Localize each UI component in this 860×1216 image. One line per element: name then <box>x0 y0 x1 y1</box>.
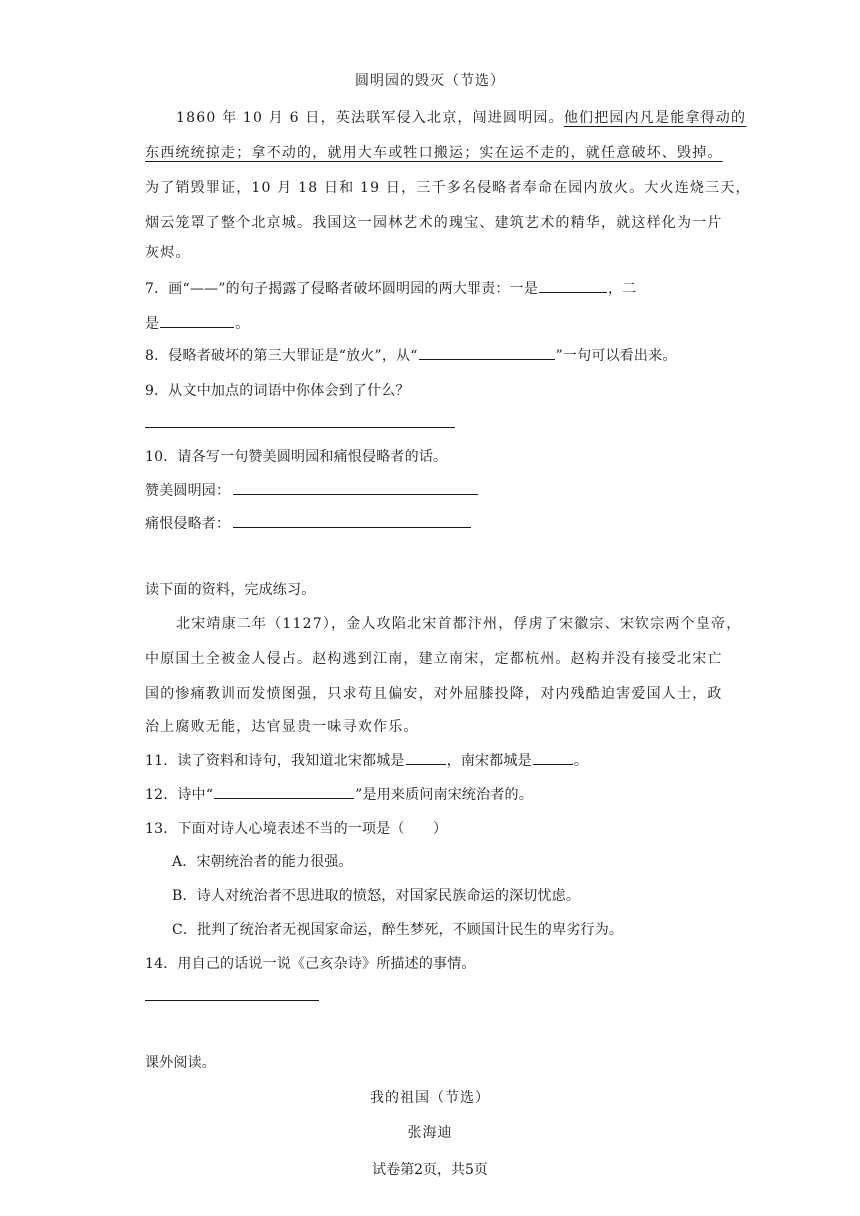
passage-title: 我的祖国（节选） <box>370 1090 490 1106</box>
passage-text: 1860 年 10 月 6 日，英法联军侵入北京，闯进圆明园。 <box>176 110 564 126</box>
page-footer: 试卷第2页，共5页 <box>372 1162 488 1178</box>
section-instruction: 读下面的资料，完成练习。 <box>145 582 316 598</box>
answer-line[interactable] <box>233 494 478 495</box>
question-text: 是 <box>145 316 160 332</box>
passage-author: 张海迪 <box>407 1125 453 1141</box>
question-8 <box>145 345 677 365</box>
question-text: ，南宋都城是 <box>446 753 532 769</box>
hate-label: 痛恨侵略者： <box>145 516 231 532</box>
answer-blank[interactable] <box>533 750 573 765</box>
question-text: 11．读了资料和诗句，我知道北宋都城是 <box>145 753 405 769</box>
passage-line: 中原国土全被金人侵占。赵构逃到江南，建立南宋，定都杭州。赵构并没有接受北宋亡 <box>145 651 723 667</box>
option-a[interactable]: A．宋朝统治者的能力很强。 <box>172 854 353 870</box>
section-instruction: 课外阅读。 <box>145 1055 216 1071</box>
question-text: 7．画“——”的句子揭露了侵略者破坏圆明园的两大罪责：一是 <box>145 281 539 297</box>
question-7 <box>145 278 636 298</box>
question-12 <box>145 784 533 804</box>
question-text: 8．侵略者破坏的第三大罪证是“放火”，从“ <box>145 348 418 364</box>
question-text: ”是用来质问南宋统治者的。 <box>355 787 533 803</box>
praise-label: 赞美圆明园： <box>145 483 231 499</box>
question-text: 12．诗中“ <box>145 787 214 803</box>
question-text: 。 <box>235 316 250 332</box>
answer-blank[interactable] <box>419 345 555 360</box>
passage-line: 治上腐败无能，达官显贵一味寻欢作乐。 <box>145 719 419 735</box>
passage-line: 国的惨痛教训而发愤图强，只求苟且偏安，对外屈膝投降，对内残酷迫害爱国人士，政 <box>145 686 723 702</box>
passage-line: 灰烬。 <box>145 245 191 261</box>
answer-line[interactable] <box>145 1000 319 1001</box>
question-7-cont <box>145 313 249 333</box>
answer-line[interactable] <box>145 427 455 428</box>
question-text: 。 <box>573 753 589 769</box>
question-14: 14．用自己的话说一说《己亥杂诗》所描述的事情。 <box>145 956 476 972</box>
passage-line <box>176 107 746 127</box>
question-13: 13．下面对诗人心境表述不当的一项是（ ） <box>145 821 448 837</box>
passage-line: 烟云笼罩了整个北京城。我国这一园林艺术的瑰宝、建筑艺术的精华，就这样化为一片 <box>145 215 723 231</box>
underlined-sentence: 他们把园内凡是能拿得动的 <box>563 110 747 126</box>
passage-line: 北宋靖康二年（1127），金人攻陷北宋首都汴州，俘虏了宋徽宗、宋钦宗两个皇帝， <box>176 616 742 632</box>
passage-line: 为了销毁罪证，10 月 18 日和 19 日，三千多名侵略者奉命在园内放火。大火连烧三天， <box>145 180 751 196</box>
option-b[interactable]: B．诗人对统治者不思进取的愤怒，对国家民族命运的深切忧虑。 <box>172 888 581 904</box>
question-9: 9．从文中加点的词语中你体会到了什么？ <box>145 383 410 399</box>
answer-line[interactable] <box>233 527 471 528</box>
answer-blank[interactable] <box>406 750 446 765</box>
answer-blank[interactable] <box>214 784 354 799</box>
question-11 <box>145 750 588 770</box>
option-c[interactable]: C．批判了统治者无视国家命运，醉生梦死，不顾国计民生的卑劣行为。 <box>172 922 624 938</box>
question-text: ，二 <box>608 281 637 297</box>
underlined-sentence: 东西统统掠走；拿不动的，就用大车或牲口搬运；实在运不走的，就任意破坏、毁掉。 <box>145 145 723 161</box>
answer-blank[interactable] <box>160 313 234 328</box>
question-text: ”一句可以看出来。 <box>555 348 677 364</box>
passage-title: 圆明园的毁灭（节选） <box>355 73 505 89</box>
question-10: 10．请各写一句赞美圆明园和痛恨侵略者的话。 <box>145 449 448 465</box>
answer-blank[interactable] <box>539 278 607 293</box>
